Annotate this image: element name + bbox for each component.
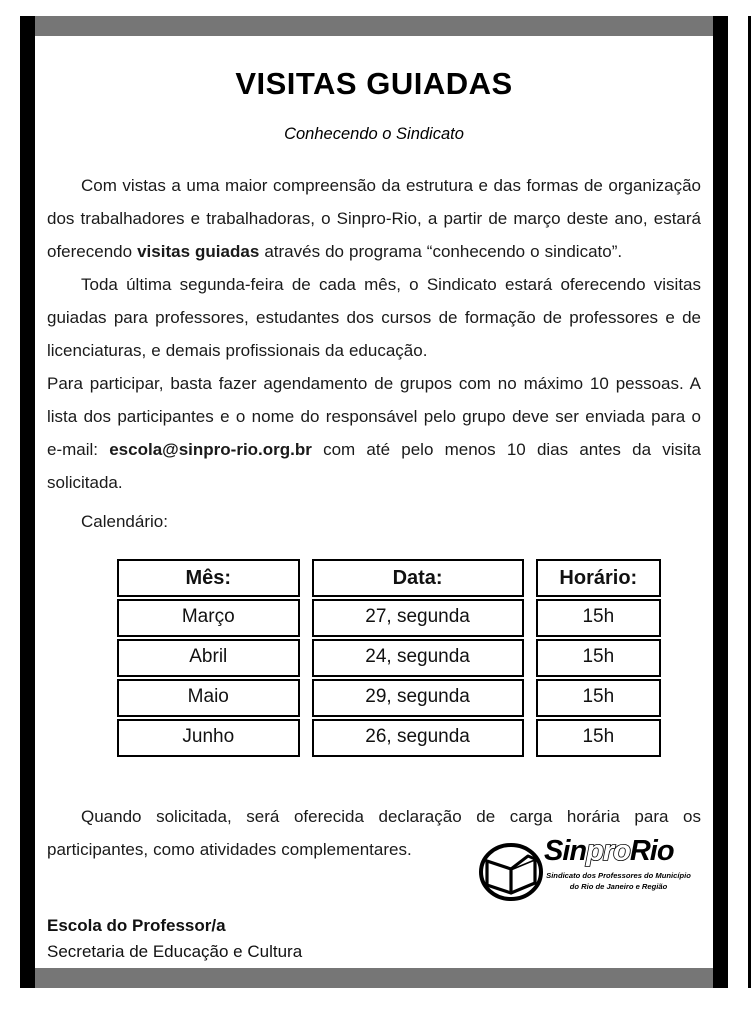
logo-word-sin: Sin — [544, 835, 587, 867]
page-band-top — [35, 16, 713, 36]
cell-data: 27, segunda — [312, 599, 524, 637]
logo-word-pro: pro — [586, 835, 630, 867]
calendar-label: Calendário: — [81, 511, 168, 531]
paragraph-signup-text-a: Para participar, basta fazer agendamento de grupos com no máximo 10 pessoas. A lista dos participantes e o nome do responsável pelo grupo deve ser enviada para o e-mail: — [47, 373, 701, 459]
column-header-horario: Horário: — [536, 559, 661, 597]
page-band-bottom — [35, 968, 713, 988]
paragraph-intro-text-a: Com vistas a uma maior compreensão da estrutura e das formas de organização dos trabalhadores e trabalhadoras, o Sinpro-Rio, a partir de março deste ano, estará oferecendo — [47, 176, 701, 261]
table-row — [117, 639, 661, 677]
table-row — [117, 679, 661, 717]
cell-mes: Abril — [117, 639, 300, 677]
paragraph-signup — [47, 368, 701, 500]
cell-horario: 15h — [536, 599, 661, 637]
cell-data: 29, segunda — [312, 679, 524, 717]
table-row — [117, 719, 661, 757]
sinpro-rio-logo — [478, 836, 693, 916]
logo-tagline-line-2: do Rio de Janeiro e Região — [569, 882, 668, 892]
cell-mes: Junho — [117, 719, 300, 757]
table-row — [117, 599, 661, 637]
table-header-row — [117, 559, 661, 597]
paragraph-intro-emphasis: visitas guiadas — [137, 241, 260, 261]
cell-data: 26, segunda — [312, 719, 524, 757]
calendar-table — [105, 557, 673, 759]
cell-data: 24, segunda — [312, 639, 524, 677]
paragraph-closing: Quando solicitada, será oferecida declaração de carga horária para os participantes, como atividades complementares. — [47, 806, 701, 859]
page-frame-right-bar — [713, 16, 728, 988]
cell-horario: 15h — [536, 719, 661, 757]
paragraph-intro — [47, 170, 701, 269]
page-subtitle: Conhecendo o Sindicato — [284, 125, 464, 143]
page-title: VISITAS GUIADAS — [235, 66, 513, 101]
page-frame-left-bar — [20, 16, 35, 988]
logo-wordmark-group — [544, 836, 693, 893]
column-header-data: Data: — [312, 559, 524, 597]
open-book-circle-icon — [478, 838, 544, 904]
signature-department: Escola do Professor/a — [47, 915, 226, 935]
logo-word-rio: Rio — [629, 835, 674, 867]
cell-mes: Março — [117, 599, 300, 637]
cell-mes: Maio — [117, 679, 300, 717]
cell-horario: 15h — [536, 639, 661, 677]
contact-email[interactable]: escola@sinpro-rio.org.br — [109, 439, 312, 459]
paragraph-signup-text-b: com até pelo menos 10 dias antes da visita solicitada. — [47, 439, 701, 492]
paragraph-schedule: Toda última segunda-feira de cada mês, o Sindicato estará oferecendo visitas guiadas para professores, estudantes dos cursos de formação de professores e de licenciaturas, e demais profissionais da educação. — [47, 274, 701, 360]
cell-horario: 15h — [536, 679, 661, 717]
signature-secretariat: Secretaria de Educação e Cultura — [47, 941, 303, 961]
document-sheet — [35, 36, 713, 968]
column-header-mes: Mês: — [117, 559, 300, 597]
logo-wordmark — [544, 836, 693, 868]
paragraph-intro-text-b: através do programa “conhecendo o sindicato”. — [259, 241, 623, 261]
logo-tagline-line-1: Sindicato dos Professores do Município — [546, 870, 691, 880]
signature-block — [47, 913, 701, 966]
